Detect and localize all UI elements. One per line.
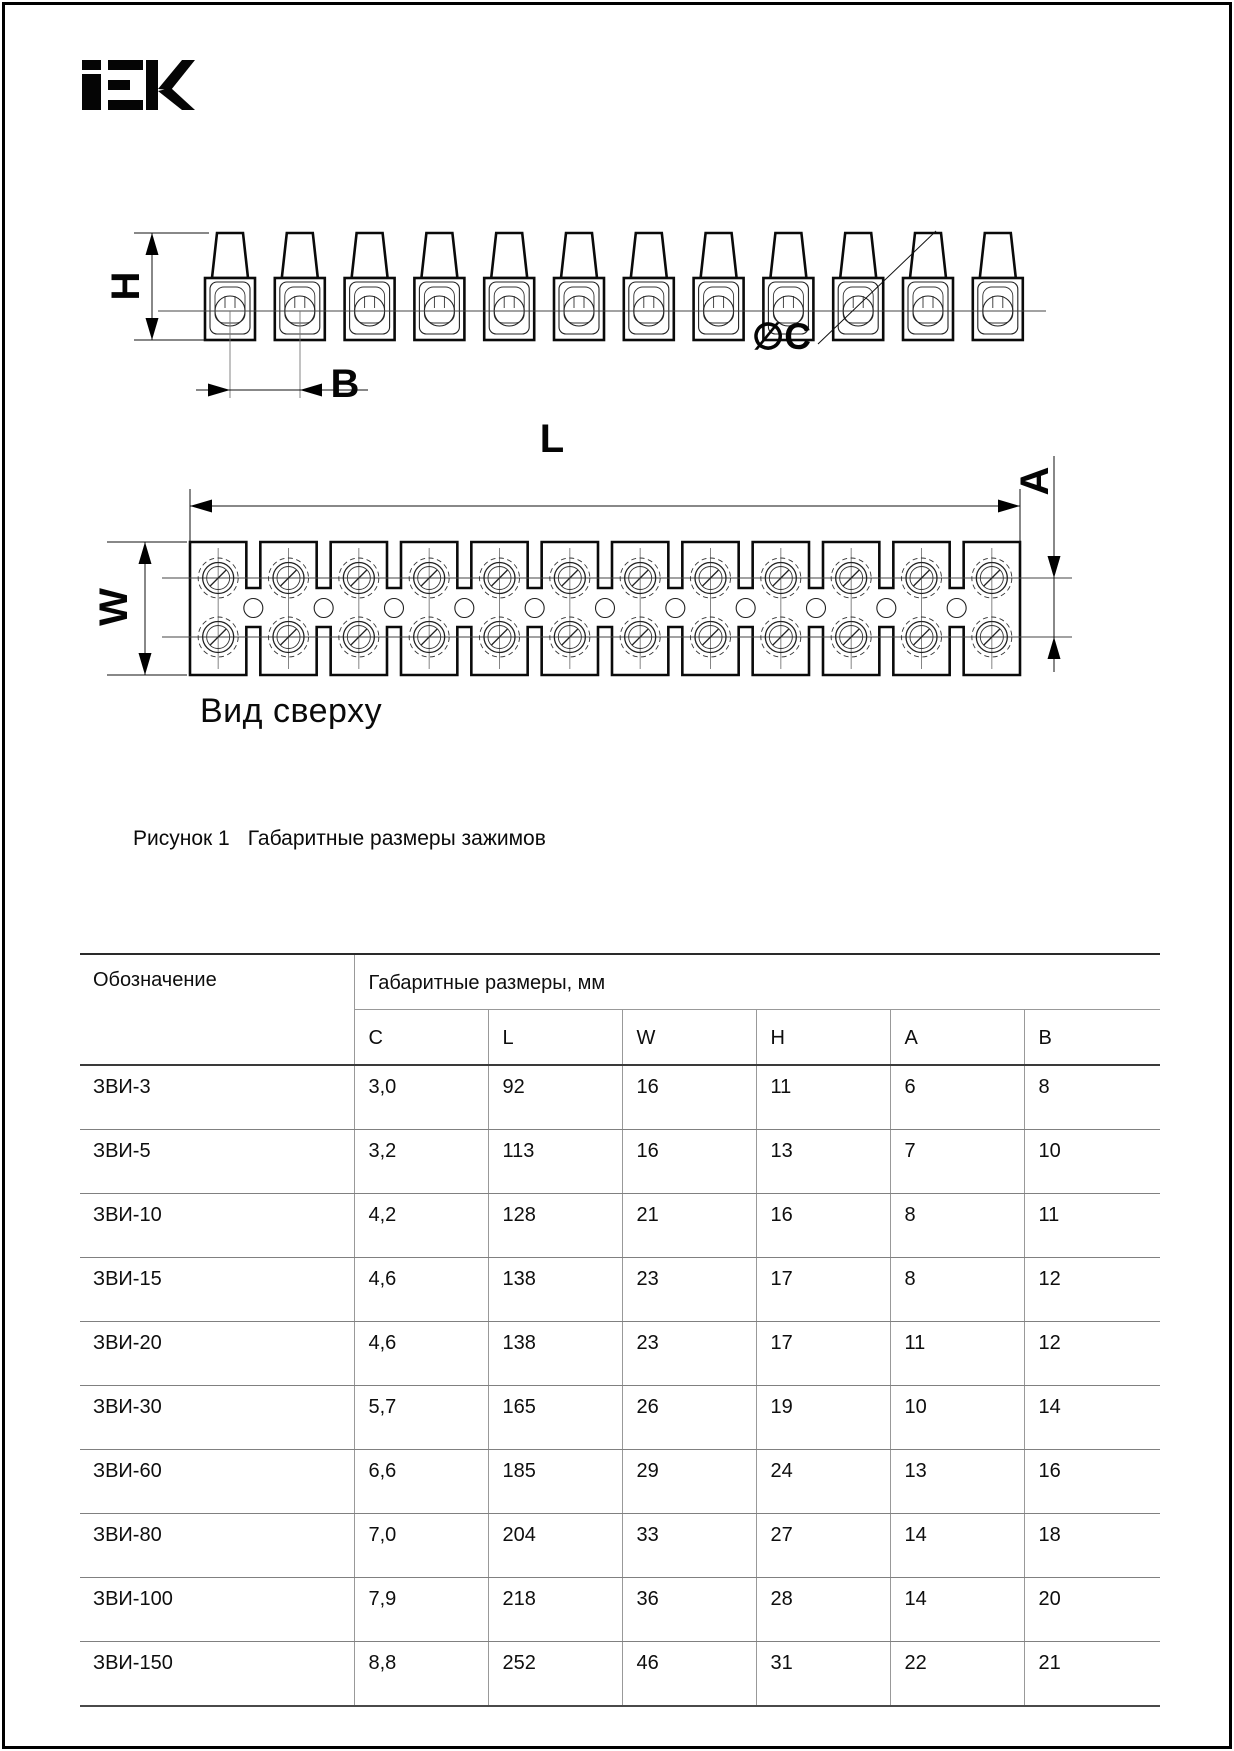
table-row: [80, 1450, 1160, 1514]
dim-a-label: A: [1013, 466, 1057, 496]
row-value-a: 11: [890, 1322, 1024, 1386]
row-value-b: 21: [1024, 1642, 1160, 1707]
table-header-row: [80, 954, 1160, 1010]
dim-h-label: H: [104, 271, 148, 301]
row-value-a: 6: [890, 1065, 1024, 1130]
dimensions-table-wrap: [80, 953, 1160, 1707]
logo-letter-k-upper: [158, 60, 195, 90]
row-value-b: 11: [1024, 1194, 1160, 1258]
side-view-drawing: [0, 215, 1234, 410]
row-value-c: 4,6: [354, 1322, 488, 1386]
table-row: [80, 1194, 1160, 1258]
row-value-b: 12: [1024, 1322, 1160, 1386]
logo-letter-e-bottom: [108, 100, 143, 110]
row-value-b: 12: [1024, 1258, 1160, 1322]
row-value-c: 3,0: [354, 1065, 488, 1130]
iek-logo: [82, 60, 196, 110]
row-designation: ЗВИ-15: [80, 1258, 354, 1322]
row-value-l: 185: [488, 1450, 622, 1514]
table-row: [80, 1386, 1160, 1450]
row-value-w: 33: [622, 1514, 756, 1578]
clamp-screw-top: [840, 233, 876, 278]
table-row: [80, 1514, 1160, 1578]
table-row: [80, 1258, 1160, 1322]
col-b-header: B: [1024, 1010, 1160, 1066]
row-value-h: 13: [756, 1130, 890, 1194]
top-view-drawing: [0, 410, 1234, 700]
table-row: [80, 1578, 1160, 1642]
row-value-a: 22: [890, 1642, 1024, 1707]
row-value-w: 23: [622, 1258, 756, 1322]
table-row: [80, 1065, 1160, 1130]
row-value-l: 252: [488, 1642, 622, 1707]
dim-l-arrow-left: [190, 500, 212, 513]
top-view-caption: Вид сверху: [200, 692, 383, 730]
row-value-c: 7,0: [354, 1514, 488, 1578]
row-value-a: 14: [890, 1578, 1024, 1642]
dim-l-label: L: [539, 417, 565, 461]
table-row: [80, 1642, 1160, 1707]
row-value-l: 218: [488, 1578, 622, 1642]
row-value-h: 17: [756, 1258, 890, 1322]
figure-title: Габаритные размеры зажимов: [247, 827, 546, 850]
col-dimensions-header: Габаритные размеры, мм: [354, 954, 1160, 1010]
row-designation: ЗВИ-20: [80, 1322, 354, 1386]
row-value-l: 92: [488, 1065, 622, 1130]
col-designation-header: Обозначение: [80, 954, 354, 1065]
row-value-a: 8: [890, 1194, 1024, 1258]
dim-l-arrow-right: [998, 500, 1020, 513]
dim-h-arrow-down: [146, 318, 159, 340]
dim-b-label: B: [330, 362, 360, 406]
row-designation: ЗВИ-5: [80, 1130, 354, 1194]
row-value-h: 19: [756, 1386, 890, 1450]
row-value-l: 204: [488, 1514, 622, 1578]
row-value-b: 20: [1024, 1578, 1160, 1642]
logo-letter-i: [82, 74, 101, 110]
logo-letter-i-dot: [82, 60, 101, 70]
dim-w-arrow-up: [139, 542, 152, 564]
figure-caption: [133, 827, 546, 851]
clamp-screw-top: [491, 233, 527, 278]
row-value-w: 16: [622, 1130, 756, 1194]
row-value-h: 11: [756, 1065, 890, 1130]
row-value-c: 4,2: [354, 1194, 488, 1258]
logo-letter-k-lower: [158, 88, 195, 110]
row-designation: ЗВИ-30: [80, 1386, 354, 1450]
row-designation: ЗВИ-10: [80, 1194, 354, 1258]
row-designation: ЗВИ-60: [80, 1450, 354, 1514]
row-value-w: 16: [622, 1065, 756, 1130]
table-row: [80, 1130, 1160, 1194]
row-designation: ЗВИ-150: [80, 1642, 354, 1707]
row-value-l: 128: [488, 1194, 622, 1258]
clamp-screw-top: [701, 233, 737, 278]
col-w-header: W: [622, 1010, 756, 1066]
dim-c-label: ∅C: [752, 316, 811, 357]
row-value-w: 21: [622, 1194, 756, 1258]
row-value-b: 14: [1024, 1386, 1160, 1450]
row-designation: ЗВИ-100: [80, 1578, 354, 1642]
row-value-c: 8,8: [354, 1642, 488, 1707]
row-value-w: 46: [622, 1642, 756, 1707]
clamp-screw-top: [631, 233, 667, 278]
col-h-header: H: [756, 1010, 890, 1066]
dim-a-arrow-down: [1048, 556, 1061, 578]
dim-a-arrow-up: [1048, 637, 1061, 659]
dim-w-label: W: [92, 588, 136, 626]
row-value-b: 18: [1024, 1514, 1160, 1578]
row-value-h: 27: [756, 1514, 890, 1578]
table-row: [80, 1322, 1160, 1386]
figure-label: Рисунок 1: [133, 827, 230, 850]
clamp-screw-top: [980, 233, 1016, 278]
row-value-c: 4,6: [354, 1258, 488, 1322]
clamp-screw-top: [910, 233, 946, 278]
row-value-h: 31: [756, 1642, 890, 1707]
row-value-w: 26: [622, 1386, 756, 1450]
dim-b-arrow-left: [300, 384, 322, 397]
row-value-c: 6,6: [354, 1450, 488, 1514]
row-value-b: 8: [1024, 1065, 1160, 1130]
row-value-c: 5,7: [354, 1386, 488, 1450]
col-a-header: A: [890, 1010, 1024, 1066]
row-value-b: 10: [1024, 1130, 1160, 1194]
row-value-a: 10: [890, 1386, 1024, 1450]
row-value-a: 13: [890, 1450, 1024, 1514]
row-value-c: 7,9: [354, 1578, 488, 1642]
row-value-h: 16: [756, 1194, 890, 1258]
col-c-header: C: [354, 1010, 488, 1066]
clamp-screw-top: [421, 233, 457, 278]
table-body: [80, 1065, 1160, 1706]
row-value-l: 113: [488, 1130, 622, 1194]
dim-w-arrow-down: [139, 653, 152, 675]
row-designation: ЗВИ-3: [80, 1065, 354, 1130]
row-value-a: 8: [890, 1258, 1024, 1322]
row-value-l: 138: [488, 1258, 622, 1322]
row-designation: ЗВИ-80: [80, 1514, 354, 1578]
row-value-a: 14: [890, 1514, 1024, 1578]
row-value-w: 36: [622, 1578, 756, 1642]
logo-letter-e-mid: [108, 80, 130, 90]
dim-h-arrow-up: [146, 233, 159, 255]
logo-letter-e-top: [108, 60, 143, 70]
row-value-b: 16: [1024, 1450, 1160, 1514]
row-value-l: 138: [488, 1322, 622, 1386]
row-value-w: 29: [622, 1450, 756, 1514]
clamp-screw-top: [561, 233, 597, 278]
dim-b-arrow-right: [208, 384, 230, 397]
clamp-screw-top: [770, 233, 806, 278]
clamp-screw-top: [212, 233, 248, 278]
row-value-c: 3,2: [354, 1130, 488, 1194]
dimensions-table: [80, 953, 1160, 1707]
row-value-h: 28: [756, 1578, 890, 1642]
row-value-h: 17: [756, 1322, 890, 1386]
row-value-l: 165: [488, 1386, 622, 1450]
logo-letter-k-stem: [146, 60, 158, 110]
row-value-a: 7: [890, 1130, 1024, 1194]
clamp-screw-top: [352, 233, 388, 278]
col-l-header: L: [488, 1010, 622, 1066]
clamp-screw-top: [282, 233, 318, 278]
row-value-h: 24: [756, 1450, 890, 1514]
row-value-w: 23: [622, 1322, 756, 1386]
